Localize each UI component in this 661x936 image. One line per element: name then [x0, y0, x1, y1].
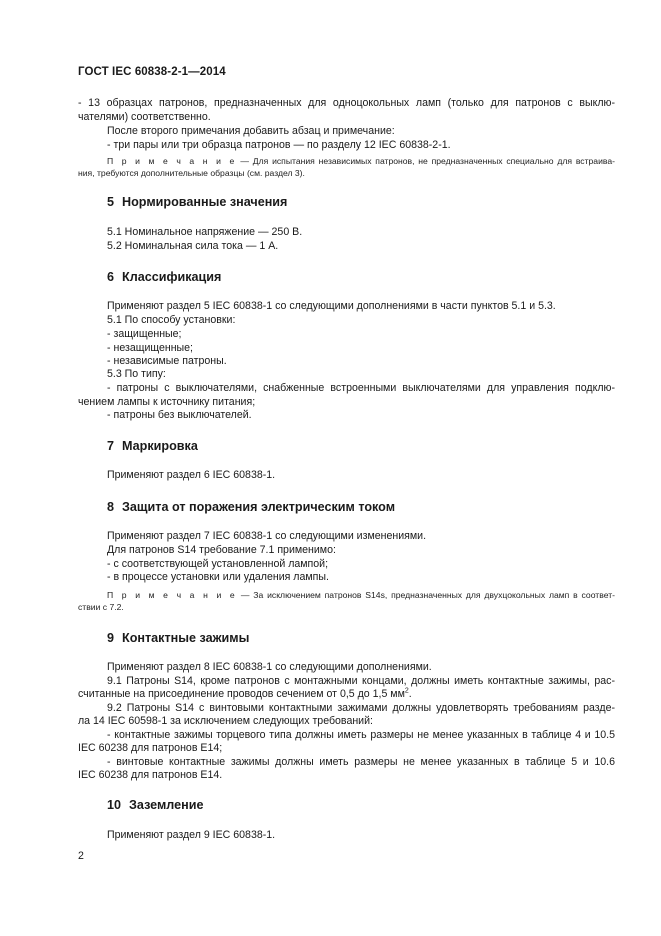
note-line: ствии с 7.2.: [78, 602, 124, 612]
paragraph-line: Применяют раздел 9 IEC 60838-1.: [107, 829, 276, 841]
paragraph-line: 5.1 По способу установки:: [107, 314, 236, 326]
section-heading: [107, 631, 249, 645]
paragraph-line: IEC 60238 для патронов E14;: [78, 742, 223, 754]
section-title: Нормированные значения: [122, 195, 288, 209]
section-title: Защита от поражения электрическим током: [122, 500, 396, 514]
paragraph-text: .: [408, 688, 412, 700]
paragraph-line: - в процессе установки или удаления лампы.: [107, 571, 329, 583]
section-number: 6: [107, 270, 115, 284]
section-number: 10: [107, 798, 122, 812]
paragraph-line: чением лампы к источнику питания;: [78, 396, 256, 408]
section-heading: [107, 270, 221, 284]
paragraph-line: [78, 701, 615, 715]
paragraph-text: 9.2 Патроны S14 с винтовыми контактными зажимами должны удовлетворять требованиям разде-: [107, 702, 615, 714]
section-heading: [107, 798, 204, 812]
paragraph-line: - три пары или три образца патронов — по разделу 12 IEC 60838-2-1.: [107, 139, 451, 151]
section-heading: [107, 195, 287, 209]
paragraph-text: - винтовые контактные зажимы должны иметь размеры не менее указанных в таблице 5 и 10.6: [107, 756, 615, 768]
note-text: — Для испытания независимых патронов, не предназначенных специально для встраива-: [236, 156, 615, 166]
paragraph-text: 9.1 Патроны S14, кроме патронов с монтажными концами, должны иметь контактные зажимы, рас-: [107, 675, 615, 687]
page-number: 2: [78, 850, 84, 862]
paragraph-line: Применяют раздел 8 IEC 60838-1 со следующими дополнениями.: [107, 661, 432, 673]
document-header: ГОСТ IEC 60838-2-1—2014: [78, 66, 226, 78]
note-line: [78, 155, 615, 167]
paragraph-text: считанные на присоединение проводов сечением от 0,5 до 1,5 мм: [78, 688, 405, 700]
paragraph-line: 5.2 Номинальная сила тока — 1 А.: [107, 240, 279, 252]
paragraph-line: - патроны без выключателей.: [107, 409, 252, 421]
section-number: 9: [107, 631, 115, 645]
paragraph-line: Для патронов S14 требование 7.1 применимо:: [107, 544, 336, 556]
paragraph-line: [78, 728, 615, 742]
paragraph-line: Применяют раздел 5 IEC 60838-1 со следующими дополнениями в части пунктов 5.1 и 5.3.: [107, 300, 556, 312]
paragraph-line: IEC 60238 для патронов E14.: [78, 769, 223, 781]
paragraph-line: 5.1 Номинальное напряжение — 250 В.: [107, 226, 303, 238]
paragraph-text: - контактные зажимы торцевого типа должны иметь размеры не менее указанных в таблице 4 и 10.5: [107, 729, 615, 741]
paragraph-line: Применяют раздел 7 IEC 60838-1 со следующими изменениями.: [107, 530, 427, 542]
section-number: 5: [107, 195, 115, 209]
paragraph-line: - незащищенные;: [107, 342, 194, 354]
section-title: Маркировка: [122, 439, 198, 453]
note-text: — За исключением патронов S14s, предназначенных для двухцокольных ламп в соответ-: [237, 590, 615, 600]
paragraph-line: [78, 381, 615, 395]
paragraph-line: - 13 образцах патронов, предназначенных для одноцокольных ламп (только для патронов с выклю-: [78, 97, 615, 109]
paragraph-line: После второго примечания добавить абзац и примечание:: [107, 125, 395, 137]
paragraph-line: [78, 674, 615, 688]
note-line: [78, 589, 615, 601]
paragraph-line: 5.3 По типу:: [107, 368, 166, 380]
section-number: 8: [107, 500, 115, 514]
section-heading: [107, 439, 198, 453]
paragraph-line: ла 14 IEC 60598-1 за исключением следующих требований:: [78, 715, 373, 727]
paragraph-line: - с соответствующей установленной лампой;: [107, 558, 329, 570]
note-line: ния, требуются дополнительные образцы (см. раздел 3).: [78, 168, 305, 178]
section-title: Классификация: [122, 270, 222, 284]
note-label: П р и м е ч а н и е: [107, 156, 237, 166]
note-label: П р и м е ч а н и е: [107, 590, 238, 600]
paragraph-line: Применяют раздел 6 IEC 60838-1.: [107, 469, 276, 481]
paragraph-text: - патроны с выключателями, снабженные встроенными выключателями для управления подклю-: [107, 382, 615, 394]
section-title: Контактные зажимы: [122, 631, 250, 645]
paragraph-line: [78, 687, 412, 701]
section-number: 7: [107, 439, 115, 453]
paragraph-line: [78, 755, 615, 769]
section-heading: [107, 500, 395, 514]
section-title: Заземление: [129, 798, 204, 812]
paragraph-line: - защищенные;: [107, 328, 182, 340]
paragraph-line: - независимые патроны.: [107, 355, 227, 367]
superscript: 2: [404, 687, 409, 695]
paragraph-line: чателями) соответственно.: [78, 111, 211, 123]
